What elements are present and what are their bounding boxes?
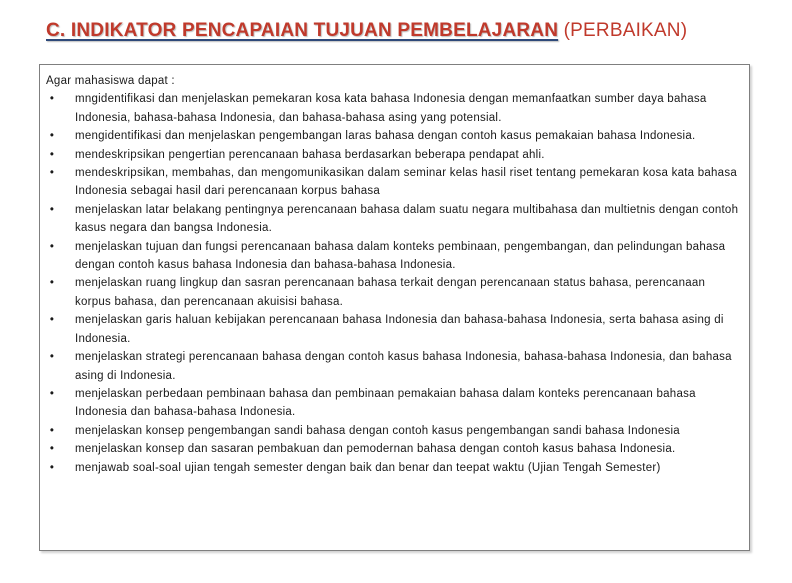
list-item-text: menjelaskan konsep pengembangan sandi bahasa dengan contoh kasus pengembangan sandi bahasa Indonesia [75,424,680,437]
bullet-icon: • [49,424,55,437]
list-item [46,311,743,348]
bullet-icon: • [49,443,55,456]
list-item-text: menjelaskan tujuan dan fungsi perencanaan bahasa dalam konteks pembinaan, pengembangan, dan pelindungan bahasa dengan contoh kasus bahasa Indonesia dan bahasa-bahasa Indonesia. [75,240,726,272]
bullet-icon: • [49,130,55,143]
list-item [46,459,743,477]
list-item-text: mendeskripsikan, membahas, dan mengomunikasikan dalam seminar kelas hasil riset tentang pemekaran kosa kata bahasa Indonesia sebagai hasil dari perencanaan korpus bahasa [75,167,737,198]
list-item [46,348,743,385]
list-item [46,385,743,422]
list-item [46,127,743,145]
list-item-text: menjelaskan konsep dan sasaran pembakuan dan pemodernan bahasa dengan contoh kasus bahasa Indonesia. [75,443,676,456]
page-title-main: C. INDIKATOR PENCAPAIAN TUJUAN PEMBELAJARAN [46,20,559,41]
indicator-list [46,90,743,477]
list-item-text: menjelaskan garis haluan kebijakan perencanaan bahasa Indonesia dan bahasa-bahasa Indonesia, serta bahasa asing di Indonesia. [75,314,724,345]
bullet-icon: • [49,277,55,290]
bullet-icon: • [49,240,55,253]
list-item [46,146,743,164]
bullet-icon: • [49,314,55,327]
list-item [46,90,743,127]
list-item-text: mengidentifikasi dan menjelaskan pengembangan laras bahasa dengan contoh kasus pemakaian bahasa Indonesia. [75,130,696,143]
list-item-text: mendeskripsikan pengertian perencanaan bahasa berdasarkan beberapa pendapat ahli. [75,148,545,161]
list-item-text: mngidentifikasi dan menjelaskan pemekaran kosa kata bahasa Indonesia dengan memanfaatkan sumber daya bahasa Indonesia, bahasa-bahasa Indonesia, dan bahasa-bahasa asing yang potensial. [75,93,707,124]
bullet-icon: • [49,148,55,161]
list-item [46,422,743,440]
bullet-icon: • [49,93,55,106]
bullet-icon: • [49,203,55,216]
intro-text: Agar mahasiswa dapat : [46,75,175,87]
list-item-text: menjawab soal-soal ujian tengah semester dengan baik dan benar dan teepat waktu (Ujian Tengah Semester) [75,461,661,474]
bullet-icon: • [49,461,55,474]
list-item-text: menjelaskan strategi perencanaan bahasa dengan contoh kasus bahasa Indonesia, bahasa-bahasa Indonesia, dan bahasa asing di Indonesia. [75,351,732,382]
content-box [39,64,750,551]
bullet-icon: • [49,387,55,400]
list-item-text: menjelaskan perbedaan pembinaan bahasa dan pembinaan pemakaian bahasa dalam konteks perencanaan bahasa Indonesia dan bahasa-bahasa Indonesia. [75,387,696,419]
page-title [46,20,687,42]
list-item [46,201,743,238]
list-item [46,164,743,201]
bullet-icon: • [49,167,55,180]
page-title-suffix: (PERBAIKAN) [563,20,688,41]
bullet-icon: • [49,351,55,364]
list-item [46,274,743,311]
list-item-text: menjelaskan latar belakang pentingnya perencanaan bahasa dalam suatu negara multibahasa dan multietnis dengan contoh kasus negara dan bangsa Indonesia. [75,203,739,235]
list-item-text: menjelaskan ruang lingkup dan sasran perencanaan bahasa terkait dengan perencanaan status bahasa, perencanaan korpus bahasa, dan perencanaan akuisisi bahasa. [75,277,706,308]
list-item [46,440,743,458]
list-item [46,238,743,275]
